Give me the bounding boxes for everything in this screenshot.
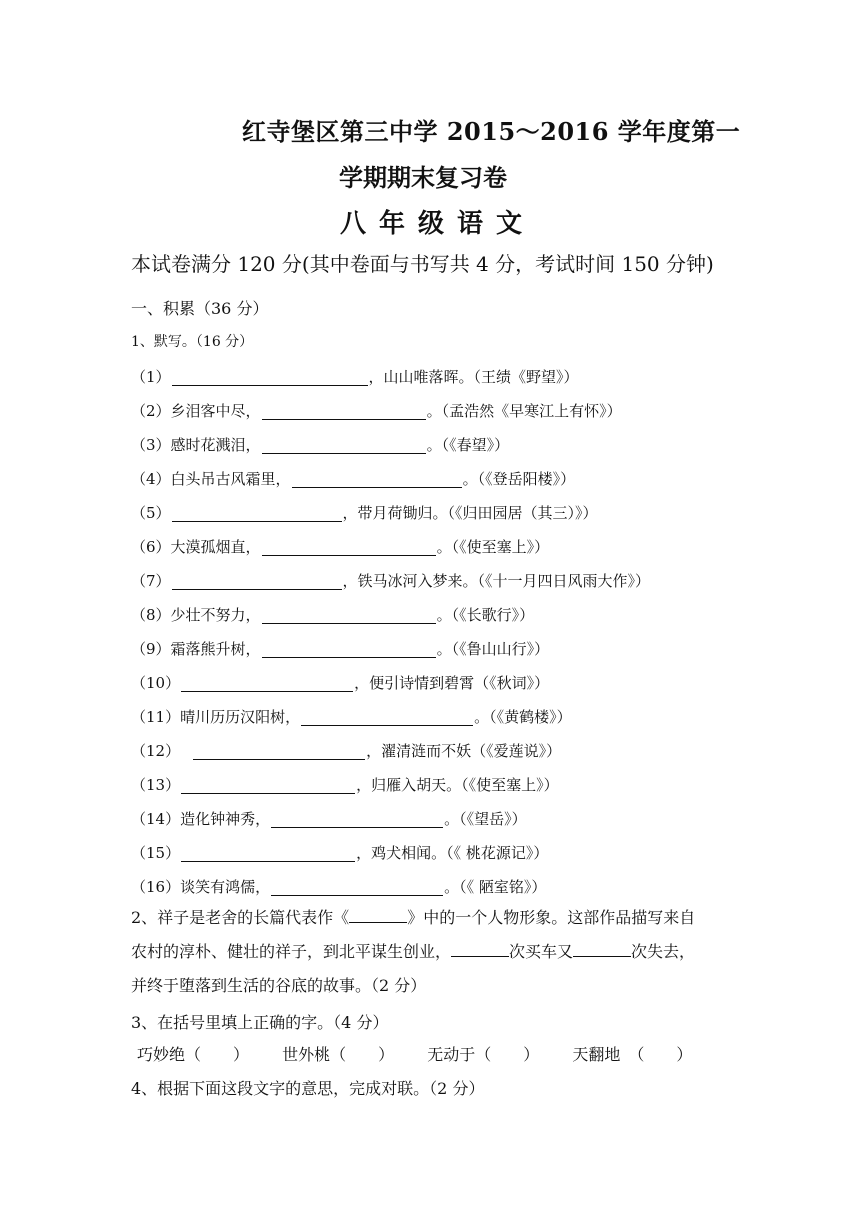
answer-blank[interactable]	[271, 811, 443, 828]
dictation-item	[131, 428, 731, 462]
item-number: （8）	[131, 606, 171, 624]
answer-blank[interactable]	[172, 505, 342, 522]
dictation-item	[131, 394, 731, 428]
answer-blank[interactable]	[262, 403, 426, 420]
item-text: 。（《春望》）	[426, 436, 510, 454]
dictation-item	[131, 734, 731, 768]
item-number: （15）	[131, 844, 181, 862]
q3-option[interactable]: 无动于（ ）	[427, 1045, 540, 1064]
q2-line2	[131, 935, 731, 969]
dictation-item	[131, 666, 731, 700]
q2-line1	[131, 901, 731, 935]
dictation-item	[131, 870, 731, 904]
item-text: 感时花溅泪，	[170, 436, 261, 454]
item-text: ，归雁入胡天。（《使至塞上》）	[356, 776, 559, 794]
answer-blank[interactable]	[262, 641, 436, 658]
item-number: （7）	[131, 572, 171, 590]
item-number: （6）	[131, 538, 171, 556]
item-text: ，山山唯落晖。（王绩《野望》）	[368, 368, 579, 386]
item-number: （10）	[131, 674, 181, 692]
answer-blank[interactable]	[172, 369, 368, 386]
item-text: 晴川历历汉阳树，	[180, 708, 301, 726]
q2-text: 次买车又	[509, 942, 574, 961]
dictation-item	[131, 768, 731, 802]
item-text: ，带月荷锄归。（《归田园居（其三）》）	[342, 504, 598, 522]
item-number: （14）	[131, 810, 181, 828]
item-text: 。（《使至塞上》）	[436, 538, 550, 556]
answer-blank[interactable]	[181, 675, 353, 692]
item-text: ，濯清涟而不妖（《爱莲说》）	[366, 742, 562, 760]
dictation-item	[131, 496, 731, 530]
item-number: （9）	[131, 640, 171, 658]
q2-line3: 并终于堕落到生活的谷底的故事。（2 分）	[131, 976, 427, 995]
item-text: 。（《黄鹤楼》）	[474, 708, 572, 726]
item-number: （13）	[131, 776, 181, 794]
q2-text: 农村的淳朴、健壮的祥子，到北平谋生创业，	[131, 942, 452, 961]
exam-title-line1: 红寺堡区第三中学 2015～2016 学年度第一	[242, 117, 741, 146]
dictation-item	[131, 530, 731, 564]
item-text: 大漠孤烟直，	[170, 538, 261, 556]
answer-blank[interactable]	[262, 607, 436, 624]
q3-options	[137, 1042, 720, 1065]
item-number: （3）	[131, 436, 171, 454]
answer-blank[interactable]	[573, 940, 631, 957]
dictation-item	[131, 462, 731, 496]
item-number: （4）	[131, 470, 171, 488]
exam-intro: 本试卷满分 120 分(其中卷面与书写共 4 分，考试时间 150 分钟)	[131, 252, 714, 276]
item-text: 乡泪客中尽，	[170, 402, 261, 420]
q4-heading: 4、根据下面这段文字的意思，完成对联。（2 分）	[131, 1079, 485, 1098]
item-text: ，铁马冰河入梦来。（《十一月四日风雨大作》）	[342, 572, 651, 590]
item-text: 霜落熊升树，	[170, 640, 261, 658]
item-text: 。（《长歌行》）	[436, 606, 535, 624]
answer-blank[interactable]	[262, 539, 436, 556]
q3-option[interactable]: 世外桃（ ）	[282, 1045, 395, 1064]
dictation-item	[131, 360, 731, 394]
item-number: （5）	[131, 504, 171, 522]
dictation-item	[131, 632, 731, 666]
answer-blank[interactable]	[193, 743, 365, 760]
item-number: （2）	[131, 402, 171, 420]
q3-option[interactable]: 巧妙绝（ ）	[137, 1045, 250, 1064]
item-number: （11）	[131, 708, 181, 726]
answer-blank[interactable]	[292, 471, 462, 488]
dictation-item	[131, 802, 731, 836]
answer-blank[interactable]	[181, 845, 355, 862]
item-text: ，鸡犬相闻。（《 桃花源记》）	[356, 844, 549, 862]
answer-blank[interactable]	[301, 709, 473, 726]
item-text: 。（孟浩然《早寒江上有怀》）	[426, 402, 622, 420]
answer-blank[interactable]	[349, 906, 407, 923]
q2-paragraph	[131, 901, 731, 1003]
dictation-item	[131, 836, 731, 870]
answer-blank[interactable]	[271, 879, 443, 896]
item-text: 谈笑有鸿儒，	[180, 878, 271, 896]
answer-blank[interactable]	[451, 940, 509, 957]
item-text: 。（《 陋室铭》）	[444, 878, 547, 896]
answer-blank[interactable]	[181, 777, 355, 794]
item-number: （1）	[131, 368, 171, 386]
q2-text: 2、祥子是老舍的长篇代表作《	[131, 908, 350, 927]
q3-heading: 3、在括号里填上正确的字。（4 分）	[131, 1013, 389, 1032]
item-text: 白头吊古风霜里，	[170, 470, 291, 488]
item-number: （12）	[131, 742, 181, 760]
q1-heading: 1、默写。（16 分）	[131, 334, 254, 350]
dictation-item	[131, 598, 731, 632]
item-text: 。（《望岳》）	[444, 810, 527, 828]
section1-heading: 一、积累（36 分）	[131, 299, 269, 318]
item-number: （16）	[131, 878, 181, 896]
answer-blank[interactable]	[262, 437, 426, 454]
item-text: 。（《鲁山山行》）	[436, 640, 550, 658]
subject-title: 八年级语文	[340, 209, 536, 239]
exam-title-line2: 学期期末复习卷	[339, 163, 507, 192]
item-text: 。（《登岳阳楼》）	[462, 470, 576, 488]
q2-text: 次失去，	[631, 942, 696, 961]
dictation-item	[131, 700, 731, 734]
q2-text: 》中的一个人物形象。这部作品描写来自	[407, 908, 696, 927]
item-text: 少壮不努力，	[170, 606, 261, 624]
item-text: 造化钟神秀，	[180, 810, 271, 828]
answer-blank[interactable]	[172, 573, 342, 590]
item-text: ，便引诗情到碧霄（《秋词》）	[354, 674, 550, 692]
dictation-list	[131, 360, 731, 904]
dictation-item	[131, 564, 731, 598]
q3-option[interactable]: 天翻地 （ ）	[572, 1045, 693, 1064]
